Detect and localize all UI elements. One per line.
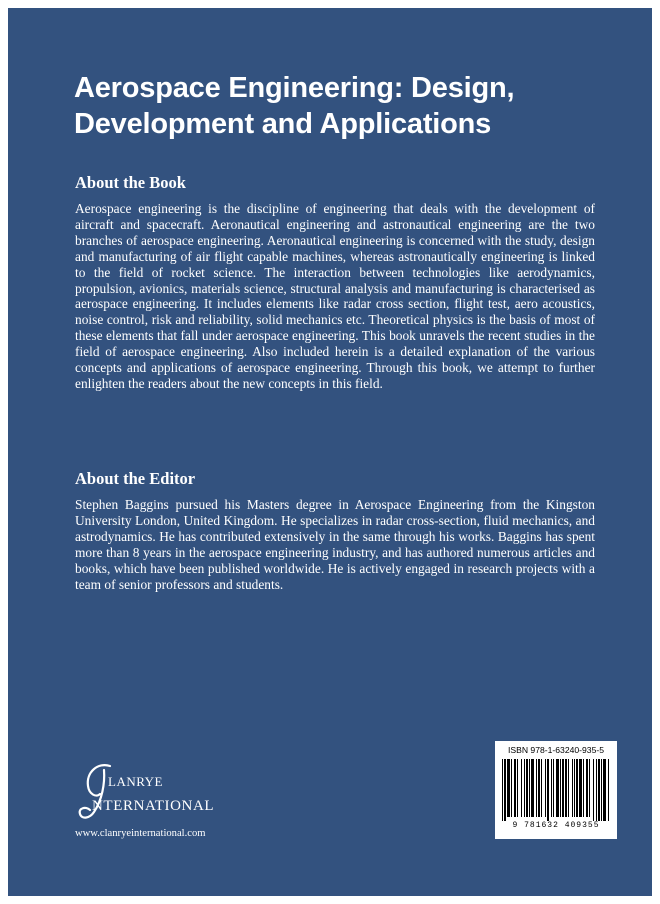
- barcode-bar: [596, 759, 597, 821]
- about-editor-text: Stephen Baggins pursued his Masters degree in Aerospace Engineering from the Kingston University London, United Kingdom. He specializes in radar cross-section, fluid mechanics, and astrodynamics. He has contributed extensively in the same through his works. Baggins has spent more than 8 years in the aerospace engineering industry, and has authored numerous articles and books, which have been published worldwide. He is actively engaged in research projects with a team of senior professors and students.: [75, 497, 595, 592]
- barcode-bar: [524, 759, 525, 817]
- barcode-bar: [603, 759, 606, 821]
- barcode-bar: [504, 759, 506, 821]
- barcode-bar: [608, 759, 609, 821]
- barcode-bar: [507, 759, 510, 817]
- barcode-bar: [565, 759, 567, 817]
- isbn-label: ISBN 978-1-63240-935-5: [507, 745, 605, 755]
- barcode-bar: [517, 759, 518, 817]
- barcode-bar: [511, 759, 512, 817]
- barcode-bar: [579, 759, 582, 817]
- barcode-bar: [574, 759, 575, 817]
- barcode-bar: [531, 759, 534, 817]
- barcode-bar: [568, 759, 569, 817]
- about-book-heading: About the Book: [75, 173, 186, 192]
- book-title: Aerospace Engineering: Design, Development and Applications: [74, 72, 515, 140]
- barcode-bar: [556, 759, 559, 817]
- barcode-bar: [545, 759, 546, 817]
- about-book-text: Aerospace engineering is the discipline of engineering that deals with the development of aircraft and spacecraft. Aeronautical engineering and astronautical engineering are the two branches of aerospace engineering. Aeronautical engineering is concerned with the study, design and manufacturing of air flight capable machines, whereas astronautically engineering is linked to the field of rocket science. The interaction between technologies like aerodynamics, propulsion, avionics, materials science, structural analysis and manufacturing is characterised as aerospace engineering. It includes elements like radar cross section, flight test, aero acoustics, noise control, risk and reliability, solid mechanics etc. Theoretical physics is the basis of most of these elements that fall under aerospace engineering. This book unravels the recent studies in the field of aerospace engineering. Also included herein is a detailed explanation of the various concepts and applications of aerospace engineering. Through this book, we attempt to further enlighten the readers about the new concepts in this field.: [75, 201, 595, 391]
- barcode-icon: [500, 759, 612, 821]
- barcode-bar: [538, 759, 540, 817]
- barcode-bar: [560, 759, 561, 817]
- barcode-bar: [541, 759, 542, 817]
- barcode-bar: [572, 759, 573, 817]
- barcode-bar: [562, 759, 564, 817]
- back-cover: [8, 8, 652, 896]
- isbn-barcode: [495, 741, 617, 839]
- barcode-bar: [598, 759, 600, 821]
- barcode-bar: [601, 759, 602, 821]
- barcode-bar: [529, 759, 530, 817]
- barcode-bar: [583, 759, 584, 817]
- barcode-bar: [551, 759, 552, 817]
- barcode-bar: [589, 759, 590, 817]
- publisher-url: www.clanryeinternational.com: [75, 828, 206, 839]
- barcode-bar: [547, 759, 549, 821]
- barcode-bar: [576, 759, 578, 817]
- publisher-name-line1: LANRYE: [108, 774, 163, 789]
- barcode-bar: [553, 759, 554, 817]
- barcode-bar: [526, 759, 528, 817]
- barcode-bar: [521, 759, 522, 817]
- barcode-digits: 9 781632 409355: [512, 821, 600, 830]
- publisher-logo-mark-icon: [74, 760, 134, 826]
- barcode-bar: [502, 759, 503, 821]
- publisher-name-line2: NTERNATIONAL: [92, 798, 215, 814]
- barcode-bar: [514, 759, 516, 817]
- about-editor-heading: About the Editor: [75, 469, 196, 488]
- barcode-bar: [536, 759, 537, 817]
- barcode-bar: [593, 759, 594, 821]
- barcode-bar: [586, 759, 588, 817]
